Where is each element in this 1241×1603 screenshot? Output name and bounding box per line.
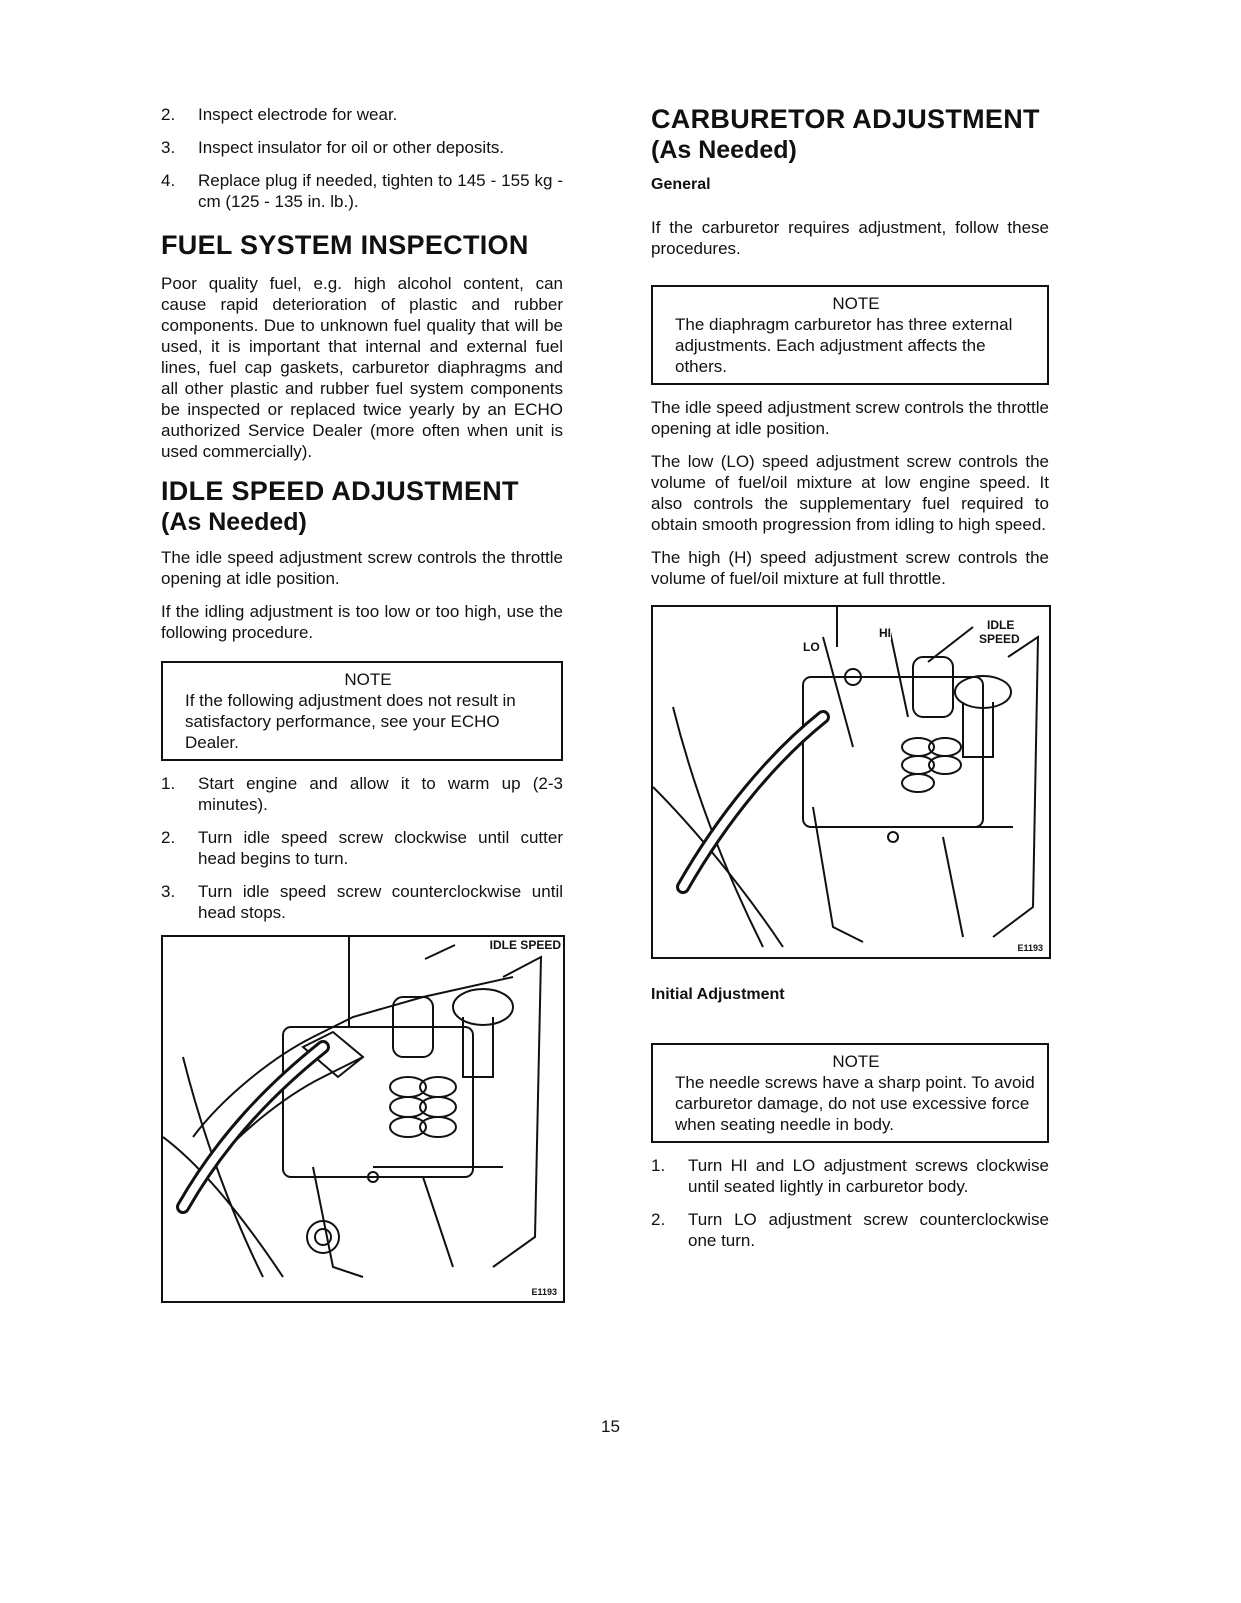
hi-label: HI [879, 626, 891, 640]
idle-note-box [161, 661, 563, 761]
list-item: 1. Turn HI and LO adjustment screws clockwise until seated lightly in carburetor body. [651, 1156, 1049, 1196]
general-paragraph: If the carburetor requires adjustment, follow these procedures. [651, 218, 1049, 258]
low-speed-paragraph: The low (LO) speed adjustment screw controls the volume of fuel/oil mixture at low engine speed. It also controls the supplementary fuel required to obtain smooth progression from idling to high speed. [651, 452, 1049, 534]
idle-speed-label: IDLE SPEED [489, 938, 561, 952]
initial-adjust-steps [651, 1155, 1049, 1251]
spark-plug-steps [161, 104, 563, 212]
list-item: 3. Turn idle speed screw counterclockwise until head stops. [161, 882, 563, 922]
carburetor-note-box [651, 285, 1049, 385]
note-title: NOTE [832, 294, 880, 313]
idle-screw-paragraph: The idle speed adjustment screw controls the throttle opening at idle position. [651, 398, 1049, 438]
idle-speed-heading: IDLE SPEED ADJUSTMENT [161, 476, 519, 506]
needle-note-box [651, 1043, 1049, 1143]
note-title: NOTE [832, 1052, 880, 1071]
left-column [161, 104, 563, 1303]
idle-speed-subheading: (As Needed) [161, 508, 307, 536]
figure-code: E1193 [531, 1287, 557, 1297]
idle-speed-paragraph-1: The idle speed adjustment screw controls the throttle opening at idle position. [161, 548, 563, 588]
list-item: 4. Replace plug if needed, tighten to 145 - 155 kg - cm (125 - 135 in. lb.). [161, 171, 563, 211]
fuel-system-paragraph: Poor quality fuel, e.g. high alcohol content, can cause rapid deterioration of plastic and rubber components. Due to unknown fuel quality that will be used, it is important that internal and external fuel lines, fuel cap gaskets, carburetor diaphragms and all other plastic and rubber fuel system components be inspected or replaced twice yearly by an ECHO authorized Service Dealer (more often when unit is used commercially). [161, 274, 563, 461]
initial-adjustment-heading: Initial Adjustment [651, 986, 785, 1003]
list-item: 1. Start engine and allow it to warm up (2-3 minutes). [161, 774, 563, 814]
list-item: 2. Turn idle speed screw clockwise until cutter head begins to turn. [161, 828, 563, 868]
general-heading: General [651, 176, 711, 193]
carburetor-heading: CARBURETOR ADJUSTMENT [651, 104, 1040, 134]
lo-label: LO [803, 640, 820, 654]
idle-speed-paragraph-2: If the idling adjustment is too low or too high, use the following procedure. [161, 602, 563, 642]
carburetor-subheading: (As Needed) [651, 136, 797, 164]
note-text: The diaphragm carburetor has three external adjustments. Each adjustment affects the others. [675, 315, 1013, 376]
right-column [651, 104, 1049, 1263]
carburetor-illustration [163, 937, 563, 1301]
list-item: 2. Turn LO adjustment screw counterclockwise one turn. [651, 1210, 1049, 1250]
fuel-system-heading: FUEL SYSTEM INSPECTION [161, 230, 529, 260]
note-title: NOTE [344, 670, 392, 689]
note-text: If the following adjustment does not result in satisfactory performance, see your ECHO Dealer. [185, 691, 516, 752]
speed-label: SPEED [979, 632, 1020, 646]
idle-speed-figure [161, 935, 565, 1303]
page-number: 15 [601, 1417, 620, 1436]
carburetor-screws-illustration [653, 607, 1049, 957]
idle-label: IDLE [987, 618, 1015, 632]
carburetor-adjustment-figure [651, 605, 1051, 959]
figure-code: E1193 [1017, 943, 1043, 953]
list-item: 2. Inspect electrode for wear. [161, 105, 398, 124]
note-text: The needle screws have a sharp point. To avoid carburetor damage, do not use excessive force when seating needle in body. [675, 1073, 1035, 1134]
high-speed-paragraph: The high (H) speed adjustment screw controls the volume of fuel/oil mixture at full throttle. [651, 548, 1049, 588]
idle-adjust-steps [161, 773, 563, 923]
list-item: 3. Inspect insulator for oil or other deposits. [161, 138, 505, 157]
